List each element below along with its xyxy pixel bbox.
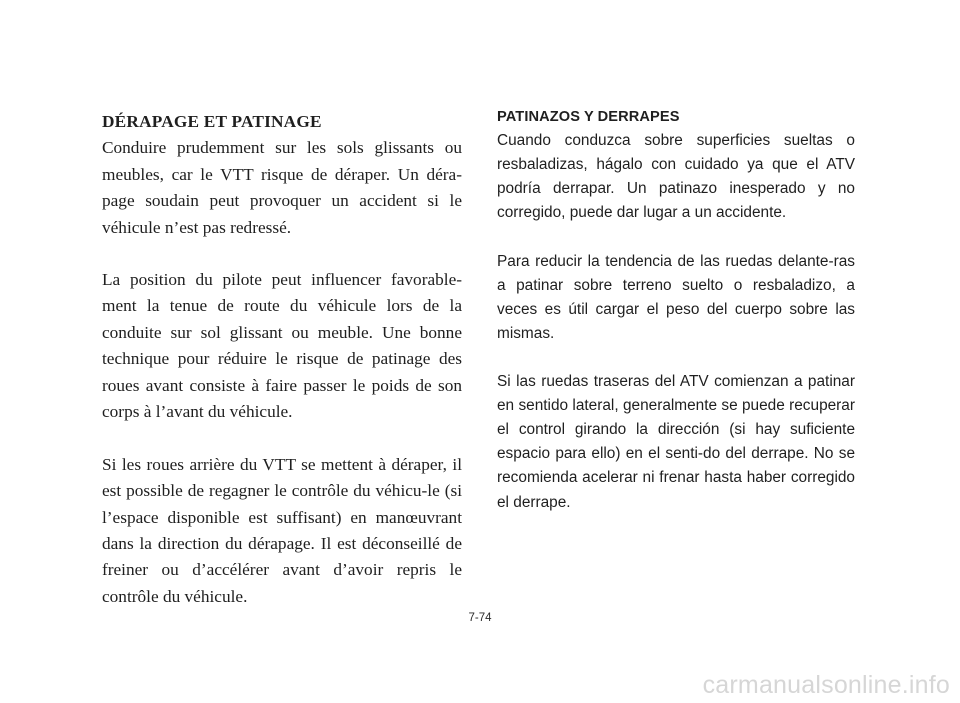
- page-number: [0, 612, 960, 624]
- french-column: [102, 109, 462, 637]
- french-paragraph-1: Conduire prudemment sur les sols glissants ou meubles, car le VTT risque de déraper. Un déra-page soudain peut provoquer un accident si le véhicule n’est pas redressé.: [102, 138, 462, 237]
- french-paragraph-2: La position du pilote peut influencer favorable-ment la tenue de route du véhicule lors de la conduite sur sol glissant ou meuble. Une bonne technique pour réduire le risque de patinage des roues avant consiste à faire passer le poids de son corps à l’avant du véhicule.: [102, 270, 462, 422]
- french-heading: DÉRAPAGE ET PATINAGE: [102, 112, 322, 131]
- watermark-text: carmanualsonline.info: [702, 671, 950, 699]
- spanish-paragraph-3: Si las ruedas traseras del ATV comienzan a patinar en sentido lateral, generalmente se puede recuperar el control girando la dirección (si hay suficiente espacio para ello) en el senti-do del derrape. No se recomienda acelerar ni frenar hasta haber corregido el derrape.: [497, 373, 855, 511]
- spanish-heading: PATINAZOS Y DERRAPES: [497, 109, 680, 125]
- page-number-text: 7-74: [468, 612, 492, 624]
- spanish-paragraph-2: Para reducir la tendencia de las ruedas delante-ras a patinar sobre terreno suelto o resbaladizo, a veces es útil cargar el peso del cuerpo sobre las mismas.: [497, 252, 855, 342]
- spanish-paragraph-1: Cuando conduzca sobre superficies sueltas o resbaladizas, hágalo con cuidado ya que el ATV podría derrapar. Un patinazo inesperado y no corregido, puede dar lugar a un accidente.: [497, 132, 855, 222]
- french-paragraph-3: Si les roues arrière du VTT se mettent à déraper, il est possible de regagner le contrôle du véhicu-le (si l’espace disponible est suffisant) en manœuvrant dans la direction du dérapage. Il est déconseillé de freiner ou d’accélérer avant d’avoir repris le contrôle du véhicule.: [102, 454, 462, 606]
- spanish-column: [497, 105, 855, 539]
